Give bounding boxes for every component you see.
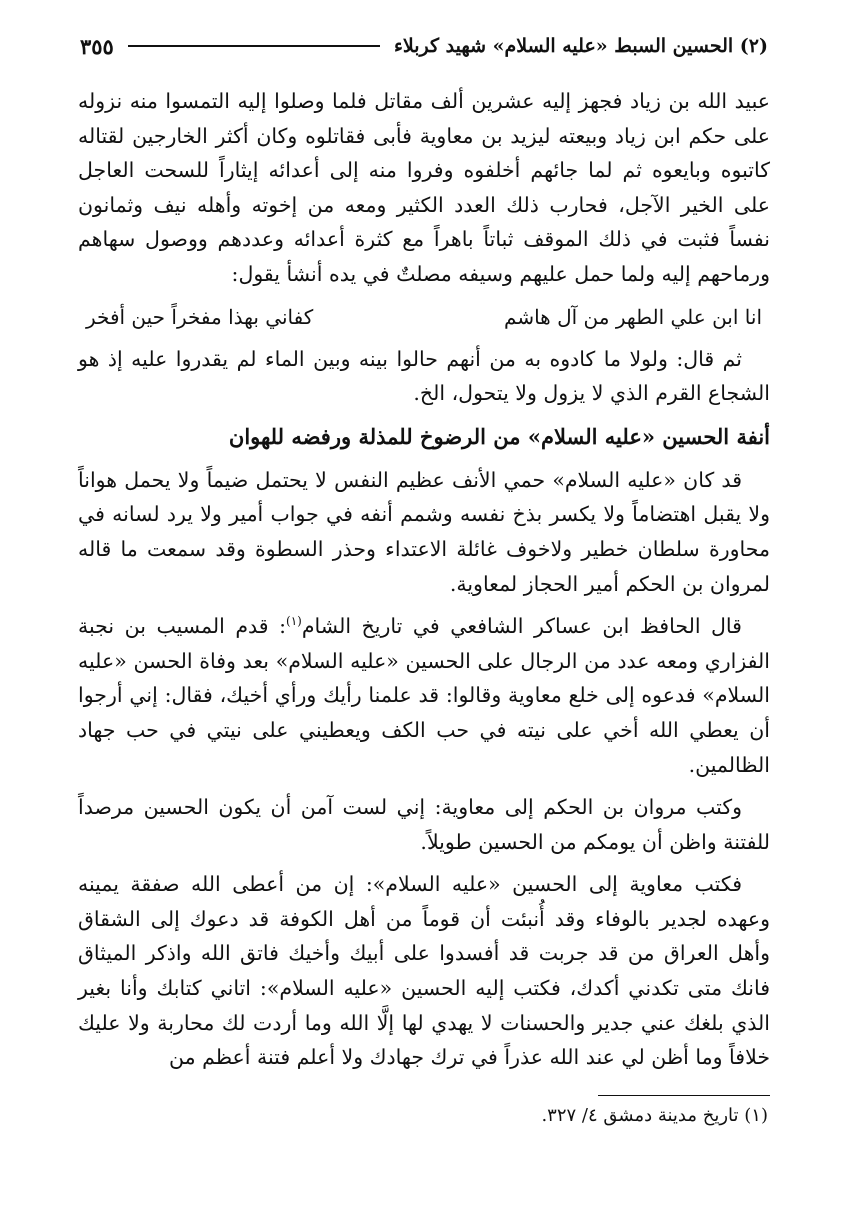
paragraph-2: ثم قال: ولولا ما كادوه به من أنهم حالوا بينه وبين الماء لم يقدروا عليه إذ هو الشجاع القرم الذي لا يزول ولا يتحول، الخ. [78,346,770,406]
footnote: (١) تاريخ مدينة دمشق ٤/ ٣٢٧. [541,1105,768,1126]
footnote-separator [598,1095,770,1096]
footnote-marker[interactable]: (١) [286,614,302,629]
header-title: (٢) الحسين السبط «عليه السلام» شهيد كربلاء [393,35,768,57]
poem-verse [86,300,762,334]
paragraph-4 [78,609,770,782]
paragraph-1: عبيد الله بن زياد فجهز إليه عشرين ألف مقاتل فلما وصلوا إليه التمسوا منه نزوله على حكم ابن زياد وبيعته ليزيد بن معاوية فأبى فقاتلوه وكان أكثر الخارجين لقتاله كاتبوه وبايعوه ثم لما جائهم أخلفوه وفروا منه إلى أعدائه إيثاراً للسحت العاجل على الخير الآجل، فحارب ذلك العدد الكثير ومعه من إخوته وأهله نيف وثمانون نفساً فثبت في ذلك الموقف ثباتاً باهراً مع كثرة أعدائه وعددهم ووصول سهاهم ورماحهم إليه ولما حمل عليهم وسيفه مصلتٌ في يده أنشأ يقول: [78,89,770,286]
header-rule [128,45,380,47]
paragraph-6: فكتب معاوية إلى الحسين «عليه السلام»: إن من أعطى الله صفقة يمينه وعهده لجدير بالوفاء وقد أُنبئت أن قوماً من أهل الكوفة قد دعوك إلى الشقاق وأهل العراق من قد جربت قد أفسدوا على أبيك وأخيك فاتق الله واذكر الميثاق فانك متى تكدني أكدك، فكتب إليه الحسين «عليه السلام»: اتاني كتابك وأنا بغير الذي بلغك عني جدير والحسنات لا يهدي لها إلَّا الله وما أردت لك محاربة ولا عليك خلافاً وما أظن لي عند الله عذراً في ترك جهادك ولا أعلم فتنة أعظم من [78,872,770,1070]
page-number: ٣٥٥ [80,33,114,59]
verse-second-hemistich: كفاني بهذا مفخراً حين أفخر [86,304,314,329]
section-heading: أنفة الحسين «عليه السلام» من الرضوخ للمذلة ورفضه للهوان [228,423,770,449]
main-text [78,84,770,1083]
paragraph-4-start: قال الحافظ ابن عساكر الشافعي في تاريخ الشام [301,614,742,639]
paragraph-3: قد كان «عليه السلام» حمي الأنف عظيم النفس لا يحتمل ضيماً ولا يحمل هواناً ولا يقبل اهتضاماً ولا يكسر بذخ نفسه وشمم أنفه في جواب أمير ولا يرد لسانه في محاورة سلطان خطير ولاخوف غائلة الاعتداء وحذر السطوة وقد سمعت ما قاله لمروان بن الحكم أمير الحجاز لمعاوية. [78,467,770,596]
paragraph-5: وكتب مروان بن الحكم إلى معاوية: إني لست آمن أن يكون الحسين مرصداً للفتنة واظن أن يومكم من الحسين طويلاً. [78,795,770,854]
paragraph-4-rest: : قدم المسيب بن نجبة الفزاري ومعه عدد من الرجال على الحسين «عليه السلام» بعد وفاة الحسن «عليه السلام» فدعوه إلى خلع معاوية وقالوا: قد علمنا رأيك ورأي أخيك، فقال: إني أرجوا أن يعطي الله أخي على نيته في حب الكف ويعطيني على نيتي في حب جهاد الظالمين. [78,614,770,777]
verse-first-hemistich: انا ابن علي الطهر من آل هاشم [504,304,762,329]
running-header [80,30,768,62]
